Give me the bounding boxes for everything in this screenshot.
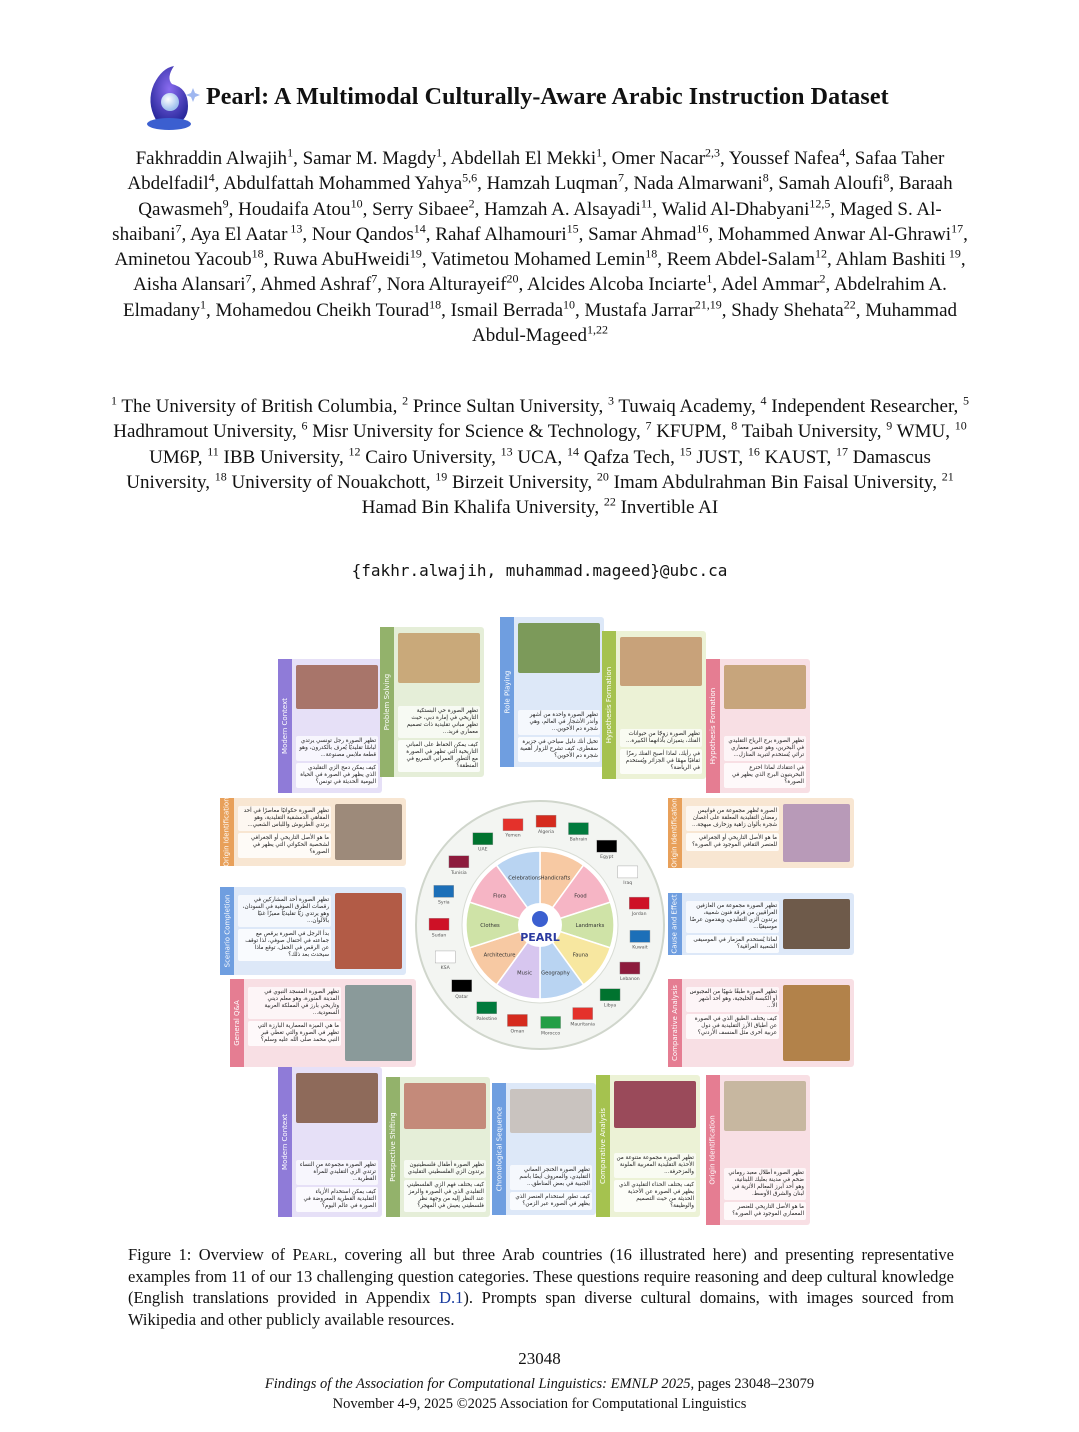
affiliation-name: Tuwaiq Academy bbox=[613, 396, 751, 417]
caption-dataset-name: Pearl bbox=[292, 1245, 333, 1264]
question-text: كيف يختلف فهم الزي الفلسطيني التقليدي الذي في الصورة والرمز عند النظر إليه من وجهة نظر فلسطيني يعيش في المهجر؟ bbox=[404, 1180, 486, 1212]
affiliation-number: 3 bbox=[607, 393, 614, 408]
author-name: Nora Alturayeif bbox=[386, 274, 507, 296]
author-affiliation-mark: 10 bbox=[350, 196, 363, 211]
example-image bbox=[296, 665, 378, 709]
author-name: Alcides Alcoba Inciarte bbox=[527, 274, 707, 296]
example-questions bbox=[614, 1151, 696, 1212]
affiliation-number: 6 bbox=[301, 418, 308, 433]
affiliation-number: 12 bbox=[348, 444, 361, 459]
country-label: Yemen bbox=[505, 833, 521, 839]
author-affiliation-mark: 1 bbox=[200, 297, 207, 312]
author-name: Aya El Aatar bbox=[189, 223, 288, 245]
author-affiliation-mark: 17 bbox=[951, 221, 964, 236]
example-panel bbox=[230, 979, 416, 1067]
author-name: Abdellah El Mekki bbox=[450, 148, 597, 169]
country-label: Egypt bbox=[600, 855, 614, 861]
domain-label: Landmarks bbox=[575, 923, 605, 929]
example-image bbox=[335, 893, 402, 969]
author-name: Muhammad Abdul-Mageed bbox=[471, 299, 958, 347]
author-affiliation-mark: 18 bbox=[251, 246, 264, 261]
author-affiliation-mark: 7 bbox=[618, 170, 625, 185]
affiliation-number: 4 bbox=[760, 393, 767, 408]
context-text: تظهر الصورة واحدة من أشهر وأندر الأشجار في العالم، وهي شجرة دم الأخوين... bbox=[518, 710, 600, 735]
affiliation-name: WMU bbox=[892, 421, 946, 443]
author-affiliation-mark: 4 bbox=[839, 145, 846, 160]
category-label bbox=[668, 979, 682, 1067]
country-flag bbox=[630, 930, 650, 942]
author-affiliation-mark: 13 bbox=[287, 221, 303, 236]
question-text: تخيل أنك دليل سياحي في جزيرة سقطرى، كيف تشرح للزوار أهمية شجرة دم الأخوين؟ bbox=[518, 737, 600, 762]
example-panel bbox=[596, 1075, 700, 1217]
affiliation-number: 15 bbox=[679, 444, 692, 459]
venue-name: Findings of the Association for Computational Linguistics: EMNLP 2025 bbox=[264, 1376, 691, 1392]
country-flag bbox=[620, 962, 640, 974]
domain-label: Food bbox=[574, 893, 587, 900]
affiliation-name: UM6P bbox=[149, 446, 198, 468]
example-questions bbox=[238, 804, 331, 858]
author-name: Hamzah A. Alsayadi bbox=[484, 198, 641, 220]
country-flag bbox=[536, 815, 556, 827]
domain-label: Clothes bbox=[480, 923, 500, 929]
country-flag bbox=[435, 951, 455, 963]
country-flag bbox=[452, 980, 472, 992]
affiliation-number: 10 bbox=[954, 418, 967, 433]
paper-title: Pearl: A Multimodal Culturally-Aware Arabic Instruction Dataset bbox=[206, 84, 889, 110]
country-label: Syria bbox=[437, 900, 450, 906]
category-label bbox=[220, 798, 234, 866]
example-image bbox=[724, 1081, 806, 1131]
affiliation-name: UCA bbox=[512, 446, 558, 468]
author-name: Baraah Qawasmeh bbox=[138, 173, 953, 220]
country-label: KSA bbox=[440, 965, 450, 971]
example-image bbox=[783, 899, 850, 949]
affiliation-name: IBB University bbox=[218, 446, 339, 468]
affiliation-number: 8 bbox=[731, 418, 738, 433]
country-flag bbox=[503, 819, 523, 831]
example-panel bbox=[668, 893, 854, 955]
affiliation-name: The University of British Columbia bbox=[116, 396, 393, 417]
country-label: Kuwait bbox=[632, 945, 648, 951]
context-text: تظهر الصورة برج الرياح التقليدي في البحرين، وهو عنصر معماري تراثي يُستخدم لتبريد المنازل... bbox=[724, 736, 806, 761]
context-text: تظهر الصورة مجموعة من العازفين العراقيين من فرقة فنون شعبية، يرتدون الزي التقليدي، ويقدمون عرضًا موسيقيًا... bbox=[686, 901, 779, 933]
category-label bbox=[602, 631, 616, 779]
category-text: Chronological Sequence bbox=[495, 1106, 504, 1192]
author-affiliation-mark: 2,3 bbox=[705, 145, 721, 160]
author-name: Abdelrahim A. Elmadany bbox=[122, 274, 947, 321]
author-name: Serry Sibaee bbox=[372, 198, 469, 220]
country-label: Algeria bbox=[537, 830, 555, 836]
country-label: Jordan bbox=[631, 912, 647, 918]
author-affiliation-mark: 19 bbox=[409, 246, 422, 261]
author-name: Omer Nacar bbox=[611, 148, 706, 169]
category-text: Modern Context bbox=[281, 698, 290, 754]
caption-suffix: ). Prompts span diverse cultural domains, with images sourced from Wikipedia and other publicly available resources. bbox=[128, 1288, 954, 1329]
author-affiliation-mark: 1 bbox=[706, 272, 713, 287]
category-text: Origin Identification bbox=[223, 797, 231, 867]
affiliation-number: 17 bbox=[836, 444, 848, 459]
author-name: Shady Shehata bbox=[731, 299, 844, 321]
author-name: Aminetou Yacoub bbox=[114, 249, 252, 271]
example-questions bbox=[686, 985, 779, 1039]
country-flag bbox=[618, 866, 638, 878]
country-label: Mauritania bbox=[570, 1022, 595, 1028]
example-panel bbox=[386, 1077, 490, 1217]
author-affiliation-mark: 14 bbox=[413, 221, 426, 236]
category-text: Role Playing bbox=[503, 670, 512, 714]
affiliation-name: Independent Researcher bbox=[766, 396, 954, 417]
author-name: Fakhraddin Alwajih bbox=[135, 148, 288, 169]
copyright-line: November 4-9, 2025 ©2025 Association for Computational Linguistics bbox=[332, 1396, 747, 1412]
affiliation-name: Cairo University bbox=[360, 446, 492, 468]
context-text: تظهر الصورة أحد المشاركين في رقصات الطرق الصوفية في السودان، وهو يرتدي زيًا تقليديًا مميزًا غنيًا بالألوان... bbox=[238, 895, 331, 927]
author-affiliation-mark: 10 bbox=[563, 297, 576, 312]
example-image bbox=[404, 1083, 486, 1129]
venue-line bbox=[0, 1376, 1079, 1393]
author-affiliation-mark: 7 bbox=[175, 221, 182, 236]
context-text: تظهر الصورة حكواتيًا معاصرًا في أحد المقاهي الدمشقية التقليدية، وهو يرتدي الطربوش واللباس الشعبي... bbox=[238, 806, 331, 831]
pearl-wheel bbox=[413, 798, 667, 1052]
category-text: Hypothesis Formation bbox=[605, 666, 614, 744]
affiliation-number: 2 bbox=[402, 393, 409, 408]
example-questions bbox=[398, 704, 480, 772]
category-label bbox=[668, 798, 682, 868]
example-image bbox=[345, 985, 412, 1061]
country-flag bbox=[429, 918, 449, 930]
example-questions bbox=[724, 734, 806, 788]
category-label bbox=[230, 979, 244, 1067]
example-panel bbox=[500, 617, 604, 767]
context-text: الصورة تُظهر مجموعة من فوانيس رمضان التقليدية المعلقة على أغصان شجرة بألوان زاهية وزخارف مبهجة... bbox=[686, 806, 779, 831]
question-text: ما هي الميزة المعمارية البارزة التي تظهر في الصورة والتي تغطي قبر النبي محمد صلى الله عليه وسلم؟ bbox=[248, 1021, 341, 1046]
category-label bbox=[596, 1075, 610, 1217]
author-name: Maged S. Al-shaibani bbox=[112, 198, 942, 245]
affiliation-number: 22 bbox=[603, 494, 616, 509]
question-text: كيف يمكن الحفاظ على المباني التاريخية التي تظهر في الصورة مع التطور العمراني السريع في المنطقة؟ bbox=[398, 740, 480, 772]
category-label bbox=[706, 1075, 720, 1225]
author-affiliation-mark: 1 bbox=[596, 145, 603, 160]
example-questions bbox=[296, 734, 378, 788]
author-affiliation-mark: 1 bbox=[436, 145, 443, 160]
affiliation-name: Hadhramout University bbox=[113, 421, 292, 443]
author-name: Adel Ammar bbox=[720, 274, 820, 296]
affiliation-number: 11 bbox=[207, 444, 219, 459]
category-text: Scenario Completion bbox=[223, 894, 231, 968]
author-affiliation-mark: 2 bbox=[819, 272, 826, 287]
category-text: Modern Context bbox=[281, 1114, 290, 1170]
author-affiliation-mark: 4 bbox=[208, 170, 215, 185]
example-panel bbox=[706, 1075, 810, 1225]
affiliation-name: Birzeit University bbox=[447, 471, 588, 493]
question-text: ما هو الأصل التاريخي للعنصر المعماري الموجود في الصورة؟ bbox=[724, 1202, 806, 1220]
example-questions bbox=[404, 1158, 486, 1212]
center-logo-icon bbox=[532, 911, 548, 927]
example-image bbox=[724, 665, 806, 709]
author-affiliation-mark: 20 bbox=[506, 272, 519, 287]
example-image bbox=[614, 1081, 696, 1128]
category-text: Cause and Effect bbox=[671, 894, 679, 954]
example-questions bbox=[620, 727, 702, 774]
category-text: Perspective Shifting bbox=[389, 1112, 398, 1182]
center-label: PEARL bbox=[520, 931, 560, 944]
category-label bbox=[492, 1083, 506, 1215]
author-affiliation-mark: 1,22 bbox=[587, 322, 609, 337]
example-panel bbox=[278, 659, 382, 793]
author-affiliation-mark: 15 bbox=[566, 221, 579, 236]
example-image bbox=[620, 637, 702, 686]
author-name: Ahlam Bashiti bbox=[835, 249, 946, 271]
affiliation-name: Damascus University bbox=[126, 446, 931, 493]
country-label: Palestine bbox=[476, 1016, 498, 1022]
domain-label: Geography bbox=[541, 970, 570, 977]
country-flag bbox=[449, 856, 469, 868]
example-questions bbox=[518, 708, 600, 762]
category-label bbox=[220, 887, 234, 975]
category-text: Comparative Analysis bbox=[599, 1107, 608, 1185]
country-label: Tunisia bbox=[451, 870, 467, 876]
affiliation-number: 18 bbox=[214, 469, 227, 484]
example-image bbox=[510, 1089, 592, 1133]
figure-caption bbox=[128, 1244, 954, 1330]
venue-pages: , pages 23048–23079 bbox=[690, 1376, 815, 1392]
example-panel bbox=[220, 798, 406, 866]
example-image bbox=[518, 623, 600, 673]
country-flag bbox=[507, 1014, 527, 1026]
affiliation-number: 16 bbox=[747, 444, 760, 459]
affiliation-name: Hamad Bin Khalifa University bbox=[361, 497, 595, 519]
domain-label: Music bbox=[517, 970, 532, 977]
category-text: General Q&A bbox=[233, 1000, 242, 1046]
author-affiliation-mark: 11 bbox=[640, 196, 653, 211]
author-name: Safaa Taher Abdelfadil bbox=[127, 148, 945, 195]
author-affiliation-mark: 8 bbox=[762, 170, 769, 185]
country-flag bbox=[477, 1002, 497, 1014]
author-name: Mohamedou Cheikh Tourad bbox=[215, 299, 430, 321]
author-name: Rahaf Alhamouri bbox=[435, 223, 567, 245]
category-label bbox=[380, 627, 394, 777]
example-image bbox=[783, 804, 850, 862]
category-label bbox=[500, 617, 514, 767]
author-name: Vatimetou Mohamed Lemin bbox=[431, 249, 646, 271]
country-label: Lebanon bbox=[620, 977, 640, 983]
author-affiliation-mark: 19 bbox=[945, 246, 961, 261]
caption-text: , covering all but three Arab countries (16 illustrated here) and presenting representative examples from 11 of our 13 challenging question categories. These questions require reasoning and deep cultural knowledge (English translations provided in Appendix bbox=[128, 1245, 954, 1308]
country-flag bbox=[434, 885, 454, 897]
domain-label: Handicrafts bbox=[540, 875, 571, 882]
country-label: Iraq bbox=[623, 880, 633, 886]
author-name: Hamzah Luqman bbox=[486, 173, 619, 195]
affiliation-list: $^1$ The University of British Columbia, $^2$ Prince Sultan University, $^3$ Tuwaiq Academy, $^4$ Independent Researcher, $^5$ Hadhramout University, $^6$ Misr University for Science & Technology, $^7$ KFUPM, $^8$ Taibah University, $^9$ WMU, $^{10}$ UM6P, $^{11}$ IBB University, $^{12}$ Cairo University, $^{13}$ UCA, $^{14}$ Qafza Tech, $^{15}$ JUST, $^{16}$ KAUST, $^{17}$ Damascus University, $^{18}$ University of Nouakchott, $^{19}$ Birzeit University, $^{20}$ Imam Abdulrahman Bin Faisal University, $^{21}$ Hamad Bin Khalifa University, $^{22}$ Invertible AI bbox=[110, 393, 970, 519]
example-panel bbox=[492, 1083, 596, 1215]
example-panel bbox=[380, 627, 484, 777]
affiliation-number: 13 bbox=[500, 444, 513, 459]
affiliation-number: 7 bbox=[645, 418, 652, 433]
context-text: تظهر الصورة الخنجر العماني التقليدي، والمعروف أيضًا باسم الجنبية في بعض المناطق... bbox=[510, 1165, 592, 1190]
title-row bbox=[0, 58, 1079, 134]
country-label: Qatar bbox=[455, 994, 469, 1000]
author-name: Houdaifa Atou bbox=[238, 198, 351, 220]
author-affiliation-mark: 16 bbox=[696, 221, 709, 236]
category-text: Origin Identification bbox=[709, 1115, 717, 1185]
question-text: في اعتقادك لماذا اخترع البحرينيون البرج الذي يظهر في الصورة؟ bbox=[724, 763, 806, 788]
example-image bbox=[783, 985, 850, 1061]
example-panel bbox=[278, 1067, 382, 1217]
context-text: تظهر الصورة أطفال فلسطينيون يرتدون الزي الفلسطيني التقليدي bbox=[404, 1160, 486, 1178]
country-label: Oman bbox=[510, 1029, 525, 1035]
appendix-link[interactable]: D.1 bbox=[439, 1288, 464, 1308]
domain-label: Celebrations bbox=[508, 875, 541, 882]
author-affiliation-mark: 2 bbox=[468, 196, 475, 211]
example-questions bbox=[248, 985, 341, 1046]
example-panel bbox=[668, 798, 854, 868]
domain-label: Fauna bbox=[572, 952, 589, 959]
category-text: Hypothesis Formation bbox=[709, 687, 718, 765]
question-text: كيف يمكن استخدام الأزياء التقليدية القطرية المعروضة في الصورة في عالم اليوم؟ bbox=[296, 1187, 378, 1212]
example-image bbox=[398, 633, 480, 683]
author-name: Nour Qandos bbox=[311, 223, 414, 245]
author-name: Ahmed Ashraf bbox=[259, 274, 372, 296]
contact-email: {fakhr.alwajih, muhammad.mageed}@ubc.ca bbox=[351, 561, 728, 580]
caption-prefix: Figure 1: Overview of bbox=[128, 1245, 293, 1264]
example-questions bbox=[724, 1166, 806, 1220]
context-text: تظهر الصورة المسجد النبوي في المدينة المنورة، وهو معلم ديني وتاريخي بارز في المملكة العربية السعودية... bbox=[248, 987, 341, 1019]
question-text: كيف يختلف الحذاء التقليدي الذي يظهر في الصورة عن الأحذية الحديثة من حيث التصميم والوظيفة؟ bbox=[614, 1180, 696, 1212]
domain-label: Flora bbox=[493, 893, 507, 900]
question-text: كيف يمكن دمج الزي التقليدي الذي يظهر في الصورة في الحياة اليومية الحديثة في تونس؟ bbox=[296, 763, 378, 788]
affiliation-name: Qafza Tech bbox=[579, 446, 671, 468]
author-affiliation-mark: 1 bbox=[287, 145, 294, 160]
example-image bbox=[296, 1073, 378, 1123]
affiliation-name: Misr University for Science & Technology bbox=[307, 421, 636, 443]
author-affiliation-mark: 21,19 bbox=[694, 297, 722, 312]
context-text: تظهر الصورة طبقًا شهيًا من المجبوس أو الكبسة الخليجية، وهو أحد أشهر الأ... bbox=[686, 987, 779, 1012]
author-affiliation-mark: 12 bbox=[815, 246, 828, 261]
overview-figure bbox=[220, 615, 860, 1220]
author-name: Walid Al-Dhabyani bbox=[661, 198, 810, 220]
country-label: Morocco bbox=[541, 1031, 561, 1037]
context-text: تظهر الصورة أطلال معبد روماني ضخم في مدينة بعلبك اللبنانية، وهو أحد أبرز المعالم الأثرية في لبنان والشرق الأوسط. bbox=[724, 1168, 806, 1200]
affiliation-number: 19 bbox=[435, 469, 448, 484]
author-name: Aisha Alansari bbox=[133, 274, 246, 296]
affiliation-number: 21 bbox=[941, 469, 954, 484]
example-questions bbox=[510, 1163, 592, 1210]
affiliation-number: 5 bbox=[963, 393, 970, 408]
author-affiliation-mark: 22 bbox=[843, 297, 856, 312]
affiliation-name: KFUPM bbox=[651, 421, 722, 443]
author-affiliation-mark: 12,5 bbox=[809, 196, 831, 211]
context-text: تظهر الصورة حي البستكية التاريخي في إمارة دبي، حيث تظهر مباني تقليدية ذات تصميم معماري فريد... bbox=[398, 706, 480, 738]
author-name: Mustafa Jarrar bbox=[584, 299, 695, 321]
question-text: لماذا يُستخدم المزمار في الموسيقى الشعبية العراقية؟ bbox=[686, 935, 779, 953]
pearl-logo-icon bbox=[136, 62, 202, 132]
author-name: Nada Almarwani bbox=[633, 173, 763, 195]
category-text: Problem Solving bbox=[383, 673, 392, 731]
affiliation-name: JUST bbox=[691, 446, 739, 468]
example-questions bbox=[686, 804, 779, 851]
question-text: ما هو الأصل التاريخي أو الجغرافي لشخصية الحكواتي التي يظهر في الصورة؟ bbox=[238, 833, 331, 858]
category-label bbox=[706, 659, 720, 793]
author-name: Abdulfattah Mohammed Yahya bbox=[223, 173, 463, 195]
author-affiliation-mark: 18 bbox=[645, 246, 658, 261]
author-name: Mohammed Anwar Al-Ghrawi bbox=[717, 223, 952, 245]
example-questions bbox=[686, 899, 779, 953]
affiliation-number: 20 bbox=[596, 469, 609, 484]
author-name: Samah Aloufi bbox=[778, 173, 884, 195]
question-text: في رأيك، لماذا أصبح الفنك رمزًا ثقافيًا مهمًا في الجزائر ويُستخدم في الرياضة؟ bbox=[620, 749, 702, 774]
author-name: Samar Ahmad bbox=[588, 223, 697, 245]
author-affiliation-mark: 9 bbox=[222, 196, 229, 211]
country-label: Bahrain bbox=[569, 837, 588, 843]
author-list: Fakhraddin Alwajih$^1$, Samar M. Magdy$^1$, Abdellah El Mekki$^1$, Omer Nacar$^{2,3}$, Youssef Nafea$^4$, Safaa Taher Abdelfadil$^4$, Abdulfattah Mohammed Yahya$^{5,6}$, Hamzah Luqman$^7$, Nada Almarwani$^8$, Samah Aloufi$^8$, Baraah Qawasmeh$^9$, Houdaifa Atou$^{10}$, Serry Sibaee$^2$, Hamzah A. Alsayadi$^{11}$, Walid Al-Dhabyani$^{12,5}$, Maged S. Al-shaibani$^7$, Aya El Aatar $^{13}$, Nour Qandos$^{14}$, Rahaf Alhamouri$^{15}$, Samar Ahmad$^{16}$, Mohammed Anwar Al-Ghrawi$^{17}$, Aminetou Yacoub$^{18}$, Ruwa AbuHweidi$^{19}$, Vatimetou Mohamed Lemin$^{18}$, Reem Abdel-Salam$^{12}$, Ahlam Bashiti $^{19}$, Aisha Alansari$^7$, Ahmed Ashraf$^7$, Nora Alturayeif$^{20}$, Alcides Alcoba Inciarte$^1$, Adel Ammar$^2$, Abdelrahim A. Elmadany$^1$, Mohamedou Cheikh Tourad$^{18}$, Ismail Berrada$^{10}$, Mustafa Jarrar$^{21,19}$, Shady Shehata$^{22}$, Muhammad Abdul-Mageed$^{1,22}$ bbox=[112, 145, 968, 347]
example-questions bbox=[238, 893, 331, 961]
context-text: تظهر الصورة رجل تونسي يرتدي لباسًا تقليديًا يُعرف بالكدرون، وهو قطعة ملابس مصنوعة... bbox=[296, 736, 378, 761]
domain-label: Architecture bbox=[483, 952, 516, 959]
affiliation-name: University of Nouakchott bbox=[226, 471, 426, 493]
country-flag bbox=[597, 840, 617, 852]
question-text: كيف تطور استخدام العنصر الذي يظهر في الصورة عبر الزمن؟ bbox=[510, 1192, 592, 1210]
country-flag bbox=[568, 823, 588, 835]
country-label: Libya bbox=[603, 1003, 617, 1009]
question-text: بدأ الرجل في الصورة يرقص مع جماعته في احتفال صوفي، لذا توقف عن الرقص في الحفل، توقع ماذا سيحدث بعد ذلك؟ bbox=[238, 929, 331, 961]
category-label bbox=[278, 1067, 292, 1217]
author-name: Youssef Nafea bbox=[728, 148, 840, 169]
affiliation-name: Taibah University bbox=[737, 421, 877, 443]
country-flag bbox=[541, 1016, 561, 1028]
country-flag bbox=[473, 833, 493, 845]
example-panel bbox=[220, 887, 406, 975]
category-text: Comparative Analysis bbox=[671, 984, 680, 1062]
affiliation-number: 14 bbox=[567, 444, 580, 459]
affiliation-name: Invertible AI bbox=[615, 497, 719, 519]
category-label bbox=[668, 893, 682, 955]
context-text: تظهر الصورة مجموعة متنوعة من الأحذية التقليدية المغربية الملونة والمزخرفة... bbox=[614, 1153, 696, 1178]
example-panel bbox=[668, 979, 854, 1067]
category-text: Origin Identification bbox=[671, 798, 679, 868]
country-flag bbox=[573, 1008, 593, 1020]
affiliation-name: KAUST bbox=[759, 446, 827, 468]
author-affiliation-mark: 7 bbox=[371, 272, 378, 287]
affiliation-number: 1 bbox=[110, 393, 117, 408]
context-text: تظهر الصورة مجموعة من النساء ترتدي الزي التقليدي للمرأة القطرية... bbox=[296, 1160, 378, 1185]
example-panel bbox=[706, 659, 810, 793]
page-number: 23048 bbox=[518, 1349, 561, 1368]
question-text: كيف يختلف الطبق الذي في الصورة عن أطباق الأرز التقليدية في دول عربية أخرى مثل المنسف الأردني؟ bbox=[686, 1014, 779, 1039]
country-flag bbox=[600, 989, 620, 1001]
author-name: Samar M. Magdy bbox=[302, 148, 437, 169]
affiliation-name: Imam Abdulrahman Bin Faisal University bbox=[608, 471, 933, 493]
category-label bbox=[278, 659, 292, 793]
author-affiliation-mark: 7 bbox=[245, 272, 252, 287]
author-name: Ruwa AbuHweidi bbox=[273, 249, 410, 271]
author-affiliation-mark: 8 bbox=[883, 170, 890, 185]
category-label bbox=[386, 1077, 400, 1217]
example-panel bbox=[602, 631, 706, 779]
author-affiliation-mark: 18 bbox=[429, 297, 442, 312]
affiliation-name: Prince Sultan University bbox=[408, 396, 599, 417]
country-label: UAE bbox=[478, 847, 488, 853]
author-affiliation-mark: 5,6 bbox=[462, 170, 478, 185]
country-label: Sudan bbox=[431, 933, 447, 939]
example-questions bbox=[296, 1158, 378, 1212]
author-name: Ismail Berrada bbox=[450, 299, 564, 321]
example-image bbox=[335, 804, 402, 860]
affiliation-number: 9 bbox=[886, 418, 893, 433]
context-text: تظهر الصورة زوجًا من حيوانات الفنك، يتميزان بآذانهما الكبيرة... bbox=[620, 729, 702, 747]
author-name: Reem Abdel-Salam bbox=[666, 249, 816, 271]
country-flag bbox=[629, 897, 649, 909]
question-text: ما هو الأصل التاريخي أو الجغرافي للعنصر الثقافي الموجود في الصورة؟ bbox=[686, 833, 779, 851]
